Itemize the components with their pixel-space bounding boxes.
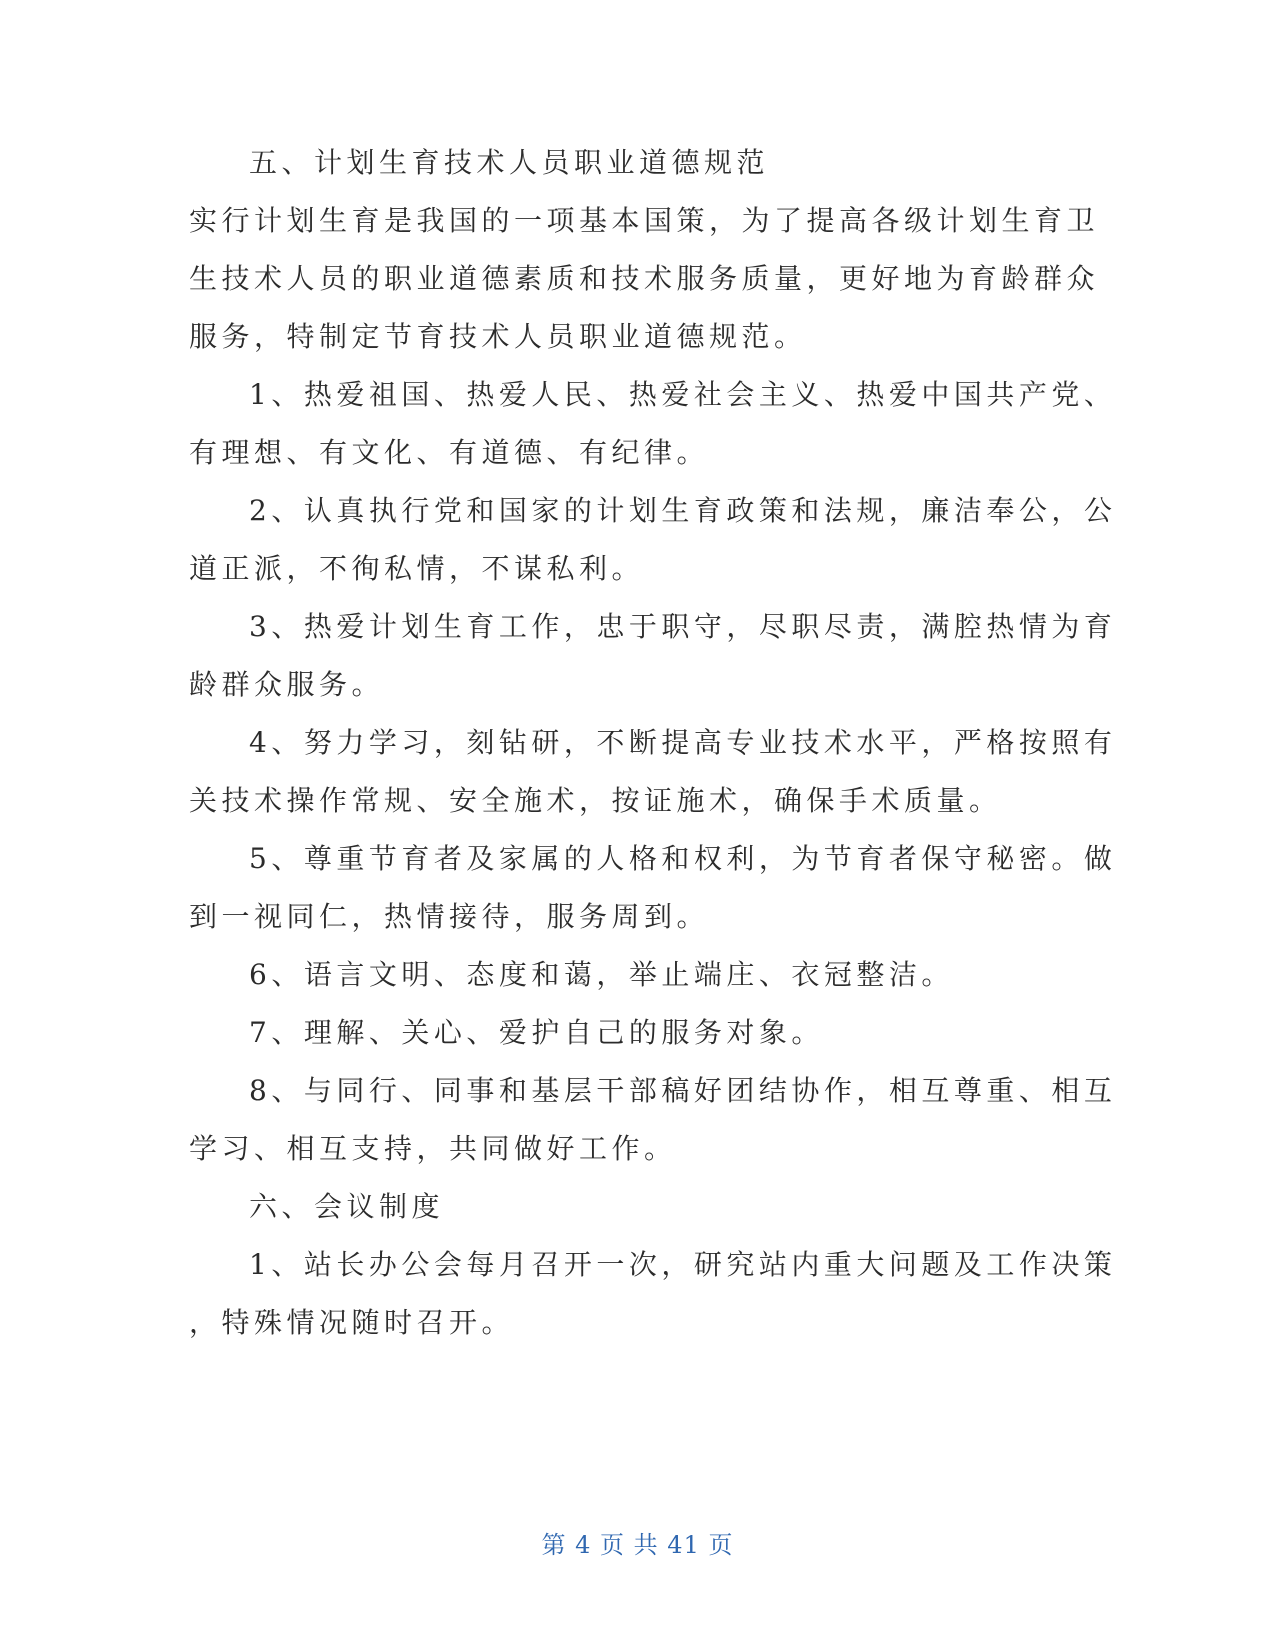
list-item-8-line: 学习、相互支持，共同做好工作。: [189, 1132, 677, 1165]
meeting-item-1-line: ，特殊情况随时召开。: [189, 1306, 515, 1339]
paragraph-line: 服务，特制定节育技术人员职业道德规范。: [189, 320, 807, 353]
section-heading-six: 六、会议制度: [249, 1190, 445, 1223]
list-item-2-line: 2、认真执行党和国家的计划生育政策和法规，廉洁奉公，公: [249, 494, 1117, 527]
list-item-3-line: 3、热爱计划生育工作，忠于职守，尽职尽责，满腔热情为育: [249, 610, 1117, 643]
list-item-7-line: 7、理解、关心、爱护自己的服务对象。: [249, 1016, 824, 1049]
list-item-6-line: 6、语言文明、态度和蔼，举止端庄、衣冠整洁。: [249, 958, 954, 991]
list-item-1-line: 有理想、有文化、有道德、有纪律。: [189, 436, 710, 469]
list-item-8-line: 8、与同行、同事和基层干部稿好团结协作，相互尊重、相互: [249, 1074, 1117, 1107]
page-number-footer: 第 4 页 共 41 页: [541, 1531, 734, 1559]
list-item-5-line: 5、尊重节育者及家属的人格和权利，为节育者保守秘密。做: [249, 842, 1117, 875]
paragraph-line: 生技术人员的职业道德素质和技术服务质量，更好地为育龄群众: [189, 262, 1100, 295]
list-item-2-line: 道正派，不徇私情，不谋私利。: [189, 552, 645, 585]
section-heading-five: 五、计划生育技术人员职业道德规范: [249, 146, 770, 179]
list-item-1-line: 1、热爱祖国、热爱人民、热爱社会主义、热爱中国共产党、: [249, 378, 1117, 411]
list-item-5-line: 到一视同仁，热情接待，服务周到。: [189, 900, 710, 933]
list-item-3-line: 龄群众服务。: [189, 668, 385, 701]
list-item-4-line: 关技术操作常规、安全施术，按证施术，确保手术质量。: [189, 784, 1002, 817]
list-item-4-line: 4、努力学习，刻钻研，不断提高专业技术水平，严格按照有: [249, 726, 1117, 759]
paragraph-line: 实行计划生育是我国的一项基本国策，为了提高各级计划生育卫: [189, 204, 1100, 237]
meeting-item-1-line: 1、站长办公会每月召开一次，研究站内重大问题及工作决策: [249, 1248, 1117, 1281]
